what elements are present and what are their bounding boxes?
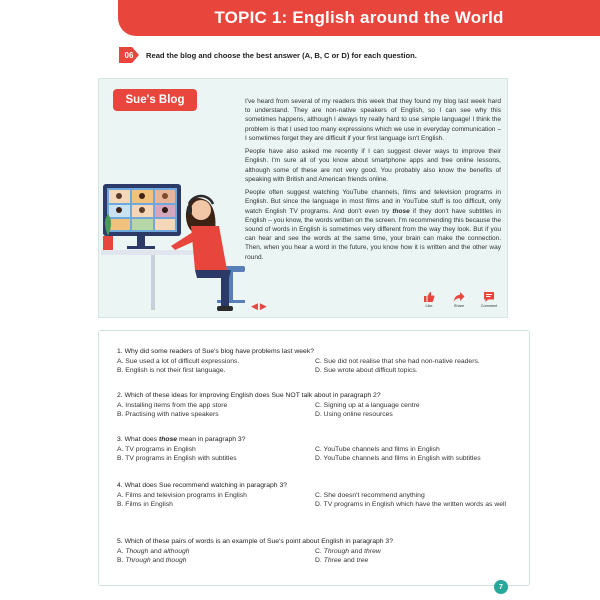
like-button[interactable] (419, 291, 439, 308)
question-stem: 3. What does those mean in paragraph 3? (117, 436, 246, 443)
option-d[interactable]: D. Using online resources (315, 411, 393, 419)
instruction-text: Read the blog and choose the best answer (A, B, C or D) for each question. (146, 50, 417, 60)
thumbs-up-icon (423, 291, 435, 303)
topic-title: TOPIC 1: English around the World (214, 8, 504, 27)
option-d[interactable]: D. Sue wrote about difficult topics. (315, 367, 418, 375)
question-2 (117, 391, 527, 419)
share-label: Share (453, 304, 465, 308)
option-d[interactable]: D. Three and tree (315, 557, 369, 565)
blog-nav-arrows (251, 302, 267, 311)
comment-icon (483, 291, 495, 303)
option-b[interactable]: B. Practising with native speakers (117, 411, 219, 419)
option-d[interactable]: D. TV programs in English which have the written words as well (315, 501, 507, 509)
option-c[interactable]: C. YouTube channels and films in English (315, 446, 440, 453)
option-b[interactable]: B. TV programs in English with subtitles (117, 455, 237, 463)
option-b[interactable]: B. Through and though (117, 557, 187, 565)
questions-box (98, 330, 530, 586)
blog-paragraph-3 (245, 188, 501, 262)
monitor-stand (137, 236, 145, 246)
girl-shirt (191, 226, 227, 270)
blog-body (245, 97, 501, 266)
question-stem: 1. Why did some readers of Sue's blog have problems last week? (117, 348, 315, 355)
p3-text-before: People often suggest watching YouTube channels, films and television programs in English. But since the language in most films and in YouTube stuff is too difficult, only watch English TV programs. And don't even try (245, 189, 501, 215)
girl-face (191, 200, 211, 220)
option-a[interactable]: A. Sue used a lot of difficult expressions. (117, 358, 240, 365)
plant-pot (103, 236, 113, 250)
option-b[interactable]: B. English is not their first language. (117, 367, 226, 375)
option-c[interactable]: C. Sue did not realise that she had non-native readers. (315, 358, 480, 365)
page-number: 7 (494, 580, 508, 594)
option-c[interactable]: C. She doesn't recommend anything (315, 492, 425, 499)
instruction-row (118, 44, 588, 66)
option-b[interactable]: B. Films in English (117, 501, 173, 509)
blog-actions (419, 291, 499, 308)
exercise-number: 06 (124, 50, 134, 60)
comment-label: Comment (480, 304, 498, 308)
p3-text-after: if they don't have subtitles in English – you know, the words written on the screen. I'm recommending this because the sound of words in English is sometimes very different from the way they look. But if you can hear and see the words at the same time, your brain can make the connection. Then, when you hear a word in the future, you know how it is written and the other way round. (245, 207, 501, 261)
video-call-illustration (101, 174, 253, 314)
like-label: Like (425, 304, 433, 308)
option-c[interactable]: C. Signing up at a language centre (315, 402, 420, 409)
option-a[interactable]: A. Films and television programs in English (117, 492, 247, 499)
option-d[interactable]: D. YouTube channels and films in English with subtitles (315, 455, 481, 463)
option-c[interactable]: C. Through and threw (315, 548, 381, 555)
topic-header (118, 0, 600, 36)
question-3 (117, 435, 527, 463)
blog-paragraph-2: People have also asked me recently if I can suggest clever ways to improve their English. I'm sure all of you know about smartphone apps and free online lessons, although some of these are not very good. You probably also know the benefits of speaking with British and American friends online. (245, 148, 501, 183)
question-4 (117, 481, 527, 509)
share-arrow-icon (453, 291, 465, 303)
next-arrow-icon[interactable]: ▶ (259, 301, 267, 311)
exercise-badge (118, 44, 140, 66)
prev-arrow-icon[interactable]: ◀ (251, 301, 258, 311)
question-1 (117, 347, 527, 375)
share-button[interactable] (449, 291, 469, 308)
question-5 (117, 537, 527, 565)
blog-paragraph-1: I've heard from several of my readers this week that they found my blog last week hard to understand. They are non-native speakers of English, so I can see why this sometimes happens, although I always try really hard to use simple language! I think the problem is that I used too many expressions which we use in everyday communication – I sometimes forget they are difficult if your first language isn't English. (245, 98, 501, 142)
comment-button[interactable] (479, 291, 499, 308)
blog-panel (98, 78, 508, 318)
option-a[interactable]: A. TV programs in English (117, 446, 196, 453)
question-stem: 2. Which of these ideas for improving English does Sue NOT talk about in paragraph 2? (117, 392, 381, 399)
question-stem: 5. Which of these pairs of words is an example of Sue's point about English in paragraph 3? (117, 538, 393, 545)
option-a[interactable]: A. Installing items from the app store (117, 402, 228, 409)
question-stem: 4. What does Sue recommend watching in paragraph 3? (117, 482, 288, 489)
video-call-tiles (109, 190, 175, 230)
blog-title: Sue's Blog (113, 89, 197, 111)
p3-emphasis: those (392, 207, 410, 215)
option-a[interactable]: A. Though and although (117, 548, 190, 555)
